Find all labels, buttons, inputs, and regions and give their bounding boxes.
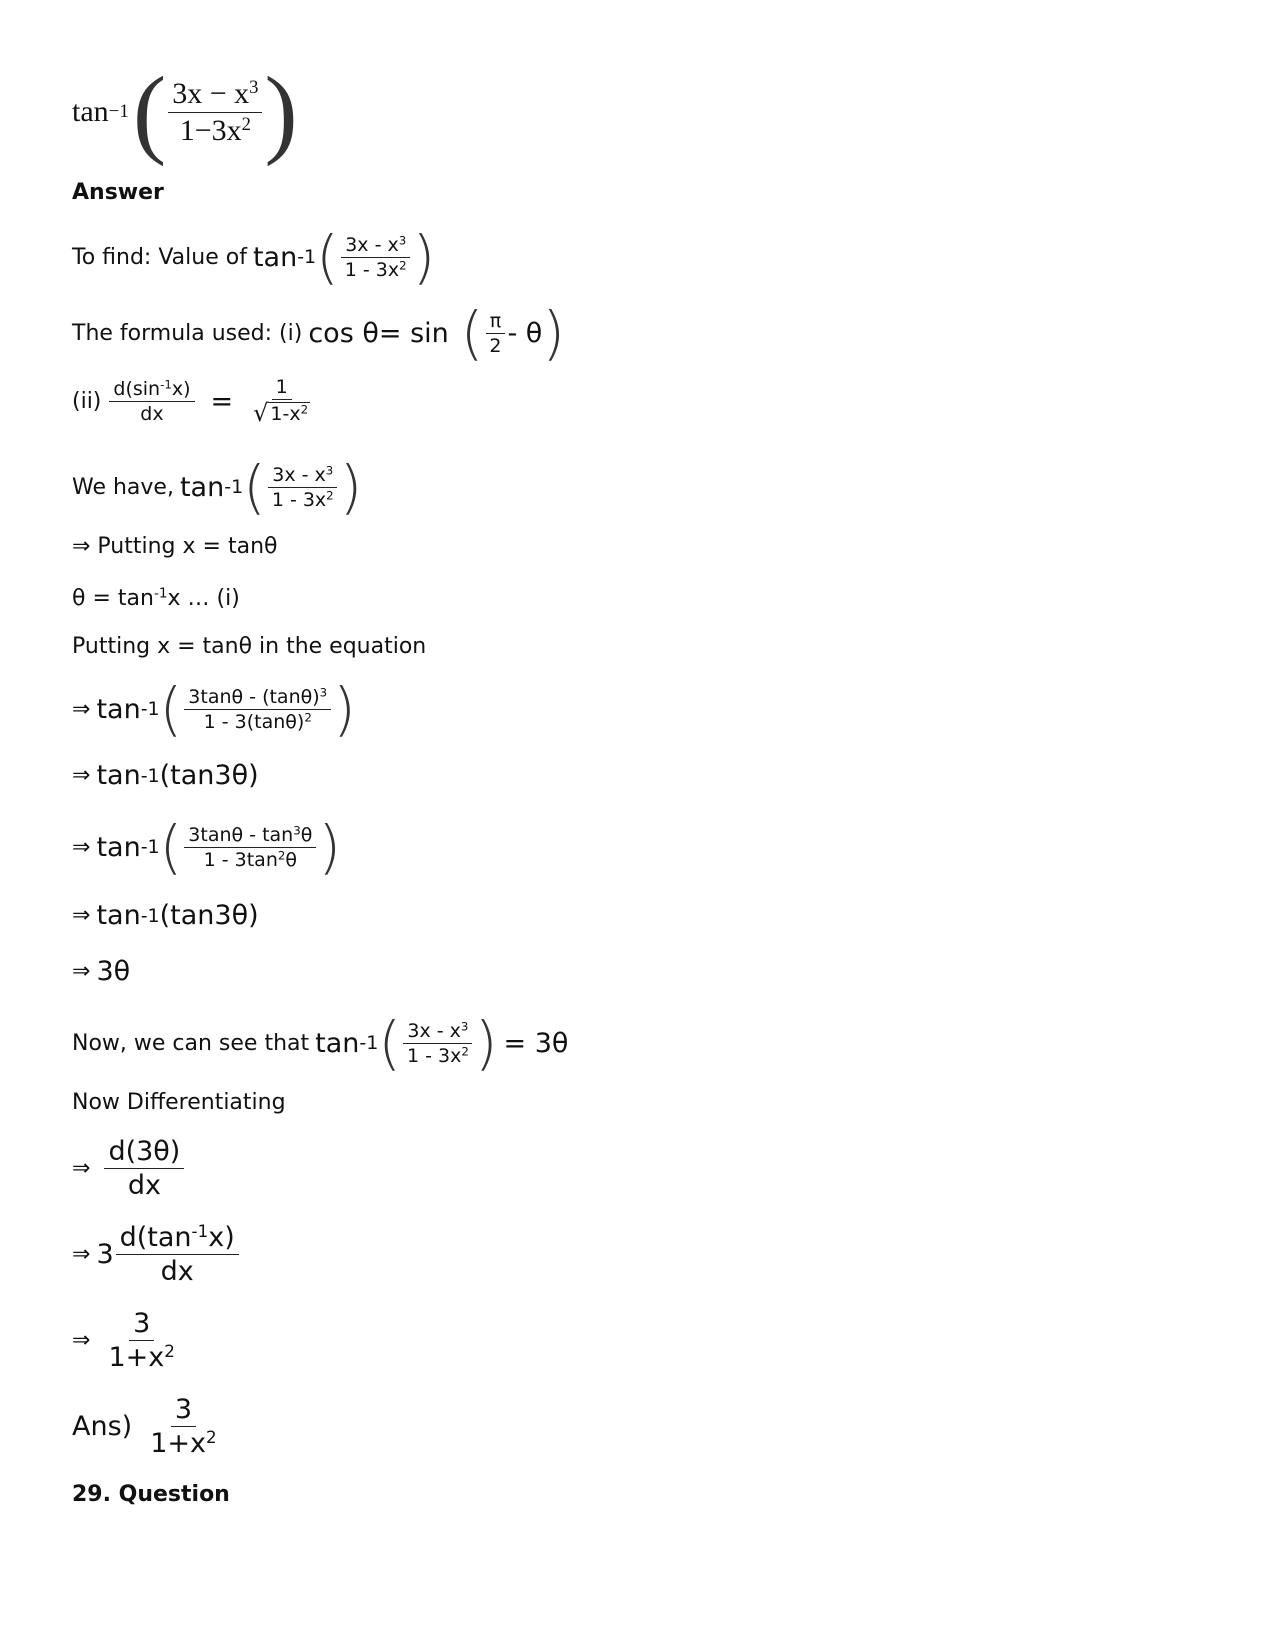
step-5: ⇒ 3θ	[72, 956, 131, 987]
numerator: 3x − x	[172, 76, 250, 110]
left-paren: (	[132, 56, 167, 167]
step-4: ⇒ tan -1 (tan3θ)	[72, 900, 259, 931]
to-find-line: To find: Value of tan -1 ( $\frac{3x - x^3}{1 - 3x^2}$ )	[72, 223, 436, 291]
answer-heading: Answer	[72, 180, 164, 205]
conclusion-line: Now, we can see that tan -1 ( $\frac{3x - x^3}{1 - 3x^2}$ ) = 3θ	[72, 1009, 569, 1077]
putting-equation-line: Putting x = tanθ in the equation	[72, 634, 427, 659]
step-2: ⇒ tan -1 (tan3θ)	[72, 760, 259, 791]
now-differentiating: Now Differentiating	[72, 1090, 286, 1115]
derivative-step-2: ⇒ 3 $\frac{d(\tan^{-1}x)}{dx}$	[72, 1222, 241, 1287]
formula-line-1: The formula used: (i) cos θ= sin ( $\frac{\pi}{2}$ - θ )	[72, 299, 565, 367]
denominator: 1−3x	[179, 113, 242, 147]
question-expression: tan −1 ( $\frac{3x - x^3}{1-3x^2}$ )	[72, 56, 298, 167]
step-3: ⇒ tan -1 ( $\frac{3\tan\theta - \tan^3\theta}{1 - 3\tan^2\theta}$ )	[72, 813, 341, 881]
theta-definition: $\theta = \tan^{-1}x$ … (i)	[72, 585, 240, 611]
formula-line-2: (ii) $\frac{d(\sin^{-1}x)}{dx}$ = 1 √ $1-x^2$	[72, 376, 309, 427]
final-answer: Ans) $\frac{3}{1+x^2}$	[72, 1394, 217, 1459]
right-paren: )	[264, 56, 298, 167]
derivative-step-3: ⇒ $\frac{3}{1+x^2}$	[72, 1308, 175, 1373]
step-1: ⇒ tan -1 ( $\frac{3\tan\theta - (\tan\theta)^3}{1 - 3(\tan\theta)^2}$ )	[72, 675, 356, 743]
tan-fn: tan	[72, 95, 109, 128]
putting-line: ⇒ Putting x = tanθ	[72, 534, 278, 559]
derivative-step-1: ⇒ $\frac{d(3\theta)}{dx}$	[72, 1136, 186, 1201]
header-fraction: $\frac{3x - x^3}{1-3x^2}$	[168, 77, 262, 148]
next-question-heading: 29. Question	[72, 1482, 230, 1507]
we-have-line: We have, tan -1 ( $\frac{3x - x^3}{1 - 3x^2}$ )	[72, 453, 363, 521]
